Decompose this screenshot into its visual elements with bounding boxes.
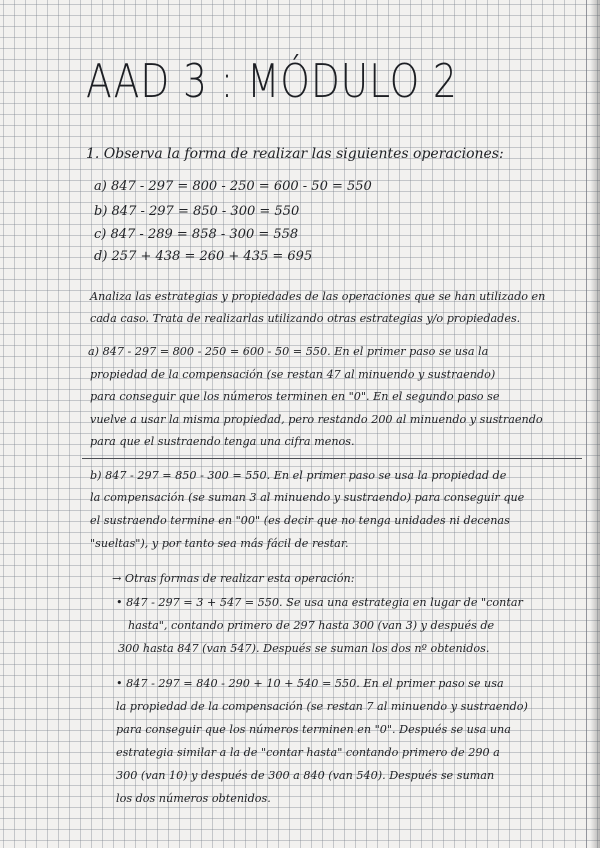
answer-a-line: para conseguir que los números terminen en "0". En el segundo paso se [90, 390, 500, 403]
bullet-two-line: estrategia similar a la de "contar hasta" contando primero de 290 a [116, 746, 500, 759]
answer-a-line: a) 847 - 297 = 800 - 250 = 600 - 50 = 550. En el primer paso se usa la [88, 345, 489, 358]
operation-c: c) 847 - 289 = 858 - 300 = 558 [94, 227, 299, 242]
instructions-line: cada caso. Trata de realizarlas utilizando otras estrategias y/o propiedades. [90, 312, 521, 325]
instructions-line: Analiza las estrategias y propiedades de las operaciones que se han utilizado en [90, 290, 546, 303]
section-divider [82, 458, 582, 459]
bullet-two-line: la propiedad de la compensación (se restan 7 al minuendo y sustraendo) [116, 700, 528, 713]
bullet-two-line: 300 (van 10) y después de 300 a 840 (van 540). Después se suman [116, 769, 495, 782]
bullet-two-line: los dos números obtenidos. [116, 792, 271, 805]
question-text: 1. Observa la forma de realizar las siguientes operaciones: [86, 146, 504, 162]
answer-a-line: propiedad de la compensación (se restan 47 al minuendo y sustraendo) [90, 368, 496, 381]
bullet-two-line: • 847 - 297 = 840 - 290 + 10 + 540 = 550. En el primer paso se usa [116, 677, 504, 690]
bullet-one-line: • 847 - 297 = 3 + 547 = 550. Se usa una estrategia en lugar de "contar [116, 596, 523, 609]
bullet-two-line: para conseguir que los números terminen en "0". Después se usa una [116, 723, 511, 736]
operation-d: d) 257 + 438 = 260 + 435 = 695 [94, 249, 313, 264]
answer-b-line: el sustraendo termine en "00" (es decir que no tenga unidades ni decenas [90, 514, 510, 527]
answer-b-line: la compensación (se suman 3 al minuendo y sustraendo) para conseguir que [90, 491, 525, 504]
bullet-one-line: 300 hasta 847 (van 547). Después se suman los dos nº obtenidos. [118, 642, 490, 655]
other-forms-heading: → Otras formas de realizar esta operación: [112, 572, 355, 585]
answer-b-line: b) 847 - 297 = 850 - 300 = 550. En el primer paso se usa la propiedad de [90, 469, 507, 482]
page-margin-line [586, 0, 587, 848]
answer-a-line: vuelve a usar la misma propiedad, pero restando 200 al minuendo y sustraendo [90, 413, 543, 426]
bullet-one-line: hasta", contando primero de 297 hasta 300 (van 3) y después de [128, 619, 495, 632]
page-edge-shadow [590, 0, 600, 848]
page-title: AAD 3 : MÓDULO 2 [86, 54, 458, 108]
operation-a: a) 847 - 297 = 800 - 250 = 600 - 50 = 550 [94, 179, 372, 194]
operation-b: b) 847 - 297 = 850 - 300 = 550 [94, 204, 300, 219]
answer-b-line: "sueltas"), y por tanto sea más fácil de restar. [90, 537, 349, 550]
answer-a-line: para que el sustraendo tenga una cifra menos. [90, 435, 355, 448]
